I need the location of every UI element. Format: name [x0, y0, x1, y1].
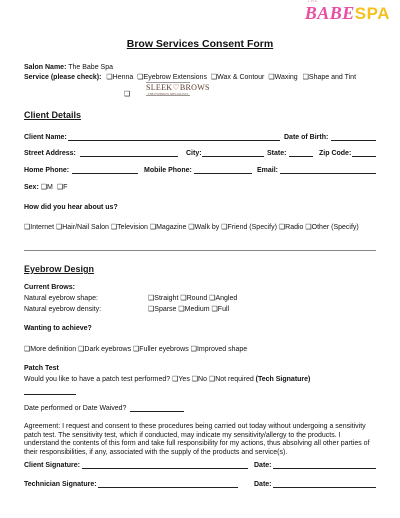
- email-label: Email:: [257, 167, 279, 174]
- sex-f-checkbox[interactable]: ❑F: [56, 184, 68, 191]
- home-phone-field[interactable]: [72, 167, 138, 174]
- logo-babe: BABE: [304, 3, 355, 23]
- tech-signature-field[interactable]: [24, 388, 76, 395]
- zip-label: Zip Code:: [319, 150, 352, 157]
- babe-spa-logo: [304, 0, 390, 25]
- patch-test-question[interactable]: Would you like to have a patch test performed? ❑Yes ❑No ❑Not required: [24, 376, 256, 383]
- dob-field[interactable]: [331, 134, 376, 141]
- wanting-label: Wanting to achieve?: [24, 325, 92, 332]
- sex-label: Sex:: [24, 184, 39, 191]
- state-field[interactable]: [289, 150, 313, 157]
- service-option-waxing[interactable]: ❑Waxing: [268, 74, 298, 81]
- technician-date-field[interactable]: [273, 481, 376, 488]
- client-date-field[interactable]: [273, 462, 376, 469]
- client-date-label: Date:: [254, 462, 272, 469]
- sleek-brows-logo-main: SLEEK♡BROWS: [146, 83, 210, 92]
- email-field[interactable]: [280, 167, 376, 174]
- home-phone-label: Home Phone:: [24, 167, 70, 174]
- shape-options[interactable]: ❑Straight ❑Round ❑Angled: [148, 295, 238, 302]
- technician-date-label: Date:: [254, 481, 272, 488]
- client-signature-field[interactable]: [82, 462, 248, 469]
- street-label: Street Address:: [24, 150, 76, 157]
- client-signature-label: Client Signature:: [24, 462, 81, 469]
- logo-the: THE: [306, 0, 318, 4]
- hear-options[interactable]: ❑Internet ❑Hair/Nail Salon ❑Television ❑Magazine ❑Walk by ❑Friend (Specify) ❑Radio ❑Other (Specify): [24, 224, 359, 231]
- tech-signature-label: (Tech Signature): [255, 376, 311, 383]
- salon-row: [24, 64, 113, 72]
- service-row: [24, 74, 356, 82]
- eyebrow-design-heading: Eyebrow Design: [24, 264, 95, 274]
- client-name-label: Client Name:: [24, 134, 67, 141]
- state-label: State:: [267, 150, 287, 157]
- agreement-text: Agreement: I request and consent to these procedures being carried out today without undergoing a sensitivity patch test. The sensitivity test, which if conducted, may indicate my sensitivity/allergy to the products. I understand the contents of this form and take full responsibility for my actions, thus absolving all other parties of their responsibilities, if any, associated with the supply of the products and service(s).: [24, 423, 370, 456]
- sleek-brows-logo: [146, 82, 210, 96]
- technician-signature-field[interactable]: [98, 481, 238, 488]
- sex-row: [24, 184, 67, 192]
- dob-label: Date of Birth:: [284, 134, 329, 141]
- date-waived-label: Date performed or Date Waived?: [24, 405, 127, 412]
- city-field[interactable]: [202, 150, 264, 157]
- salon-value: The Babe Spa: [68, 64, 113, 71]
- service-option-wax-contour[interactable]: ❑Wax & Contour: [210, 74, 265, 81]
- sleek-brows-logo-tag: THE EYEBROW SPECIALISTS: [147, 92, 189, 96]
- divider: [24, 250, 376, 251]
- service-option-extensions[interactable]: ❑Eyebrow Extensions: [137, 74, 207, 81]
- client-details-heading: Client Details: [24, 110, 82, 120]
- street-field[interactable]: [80, 150, 178, 157]
- service-option-henna[interactable]: ❑Henna: [106, 74, 134, 81]
- service-option-sleek-checkbox[interactable]: ❑: [124, 91, 131, 98]
- current-brows-label: Current Brows:: [24, 284, 75, 291]
- form-title: Brow Services Consent Form: [126, 38, 274, 50]
- service-option-shape-tint[interactable]: ❑Shape and Tint: [302, 74, 357, 81]
- mobile-phone-label: Mobile Phone:: [144, 167, 192, 174]
- sex-m-checkbox[interactable]: ❑M: [40, 184, 53, 191]
- patch-test-row: [24, 376, 310, 384]
- logo-spa: SPA: [354, 4, 390, 23]
- client-name-field[interactable]: [68, 134, 280, 141]
- patch-test-heading: Patch Test: [24, 365, 59, 372]
- density-label: Natural eyebrow density:: [24, 306, 102, 313]
- city-label: City:: [186, 150, 202, 157]
- service-label: Service (please check):: [24, 74, 102, 81]
- salon-label: Salon Name:: [24, 64, 67, 71]
- technician-signature-label: Technician Signature:: [24, 481, 97, 488]
- shape-label: Natural eyebrow shape:: [24, 295, 98, 302]
- wanting-options[interactable]: ❑More definition ❑Dark eyebrows ❑Fuller eyebrows ❑Improved shape: [24, 346, 248, 353]
- hear-question: How did you hear about us?: [24, 204, 118, 211]
- zip-field[interactable]: [352, 150, 376, 157]
- mobile-phone-field[interactable]: [194, 167, 252, 174]
- density-options[interactable]: ❑Sparse ❑Medium ❑Full: [148, 306, 230, 313]
- date-waived-field[interactable]: [130, 405, 184, 412]
